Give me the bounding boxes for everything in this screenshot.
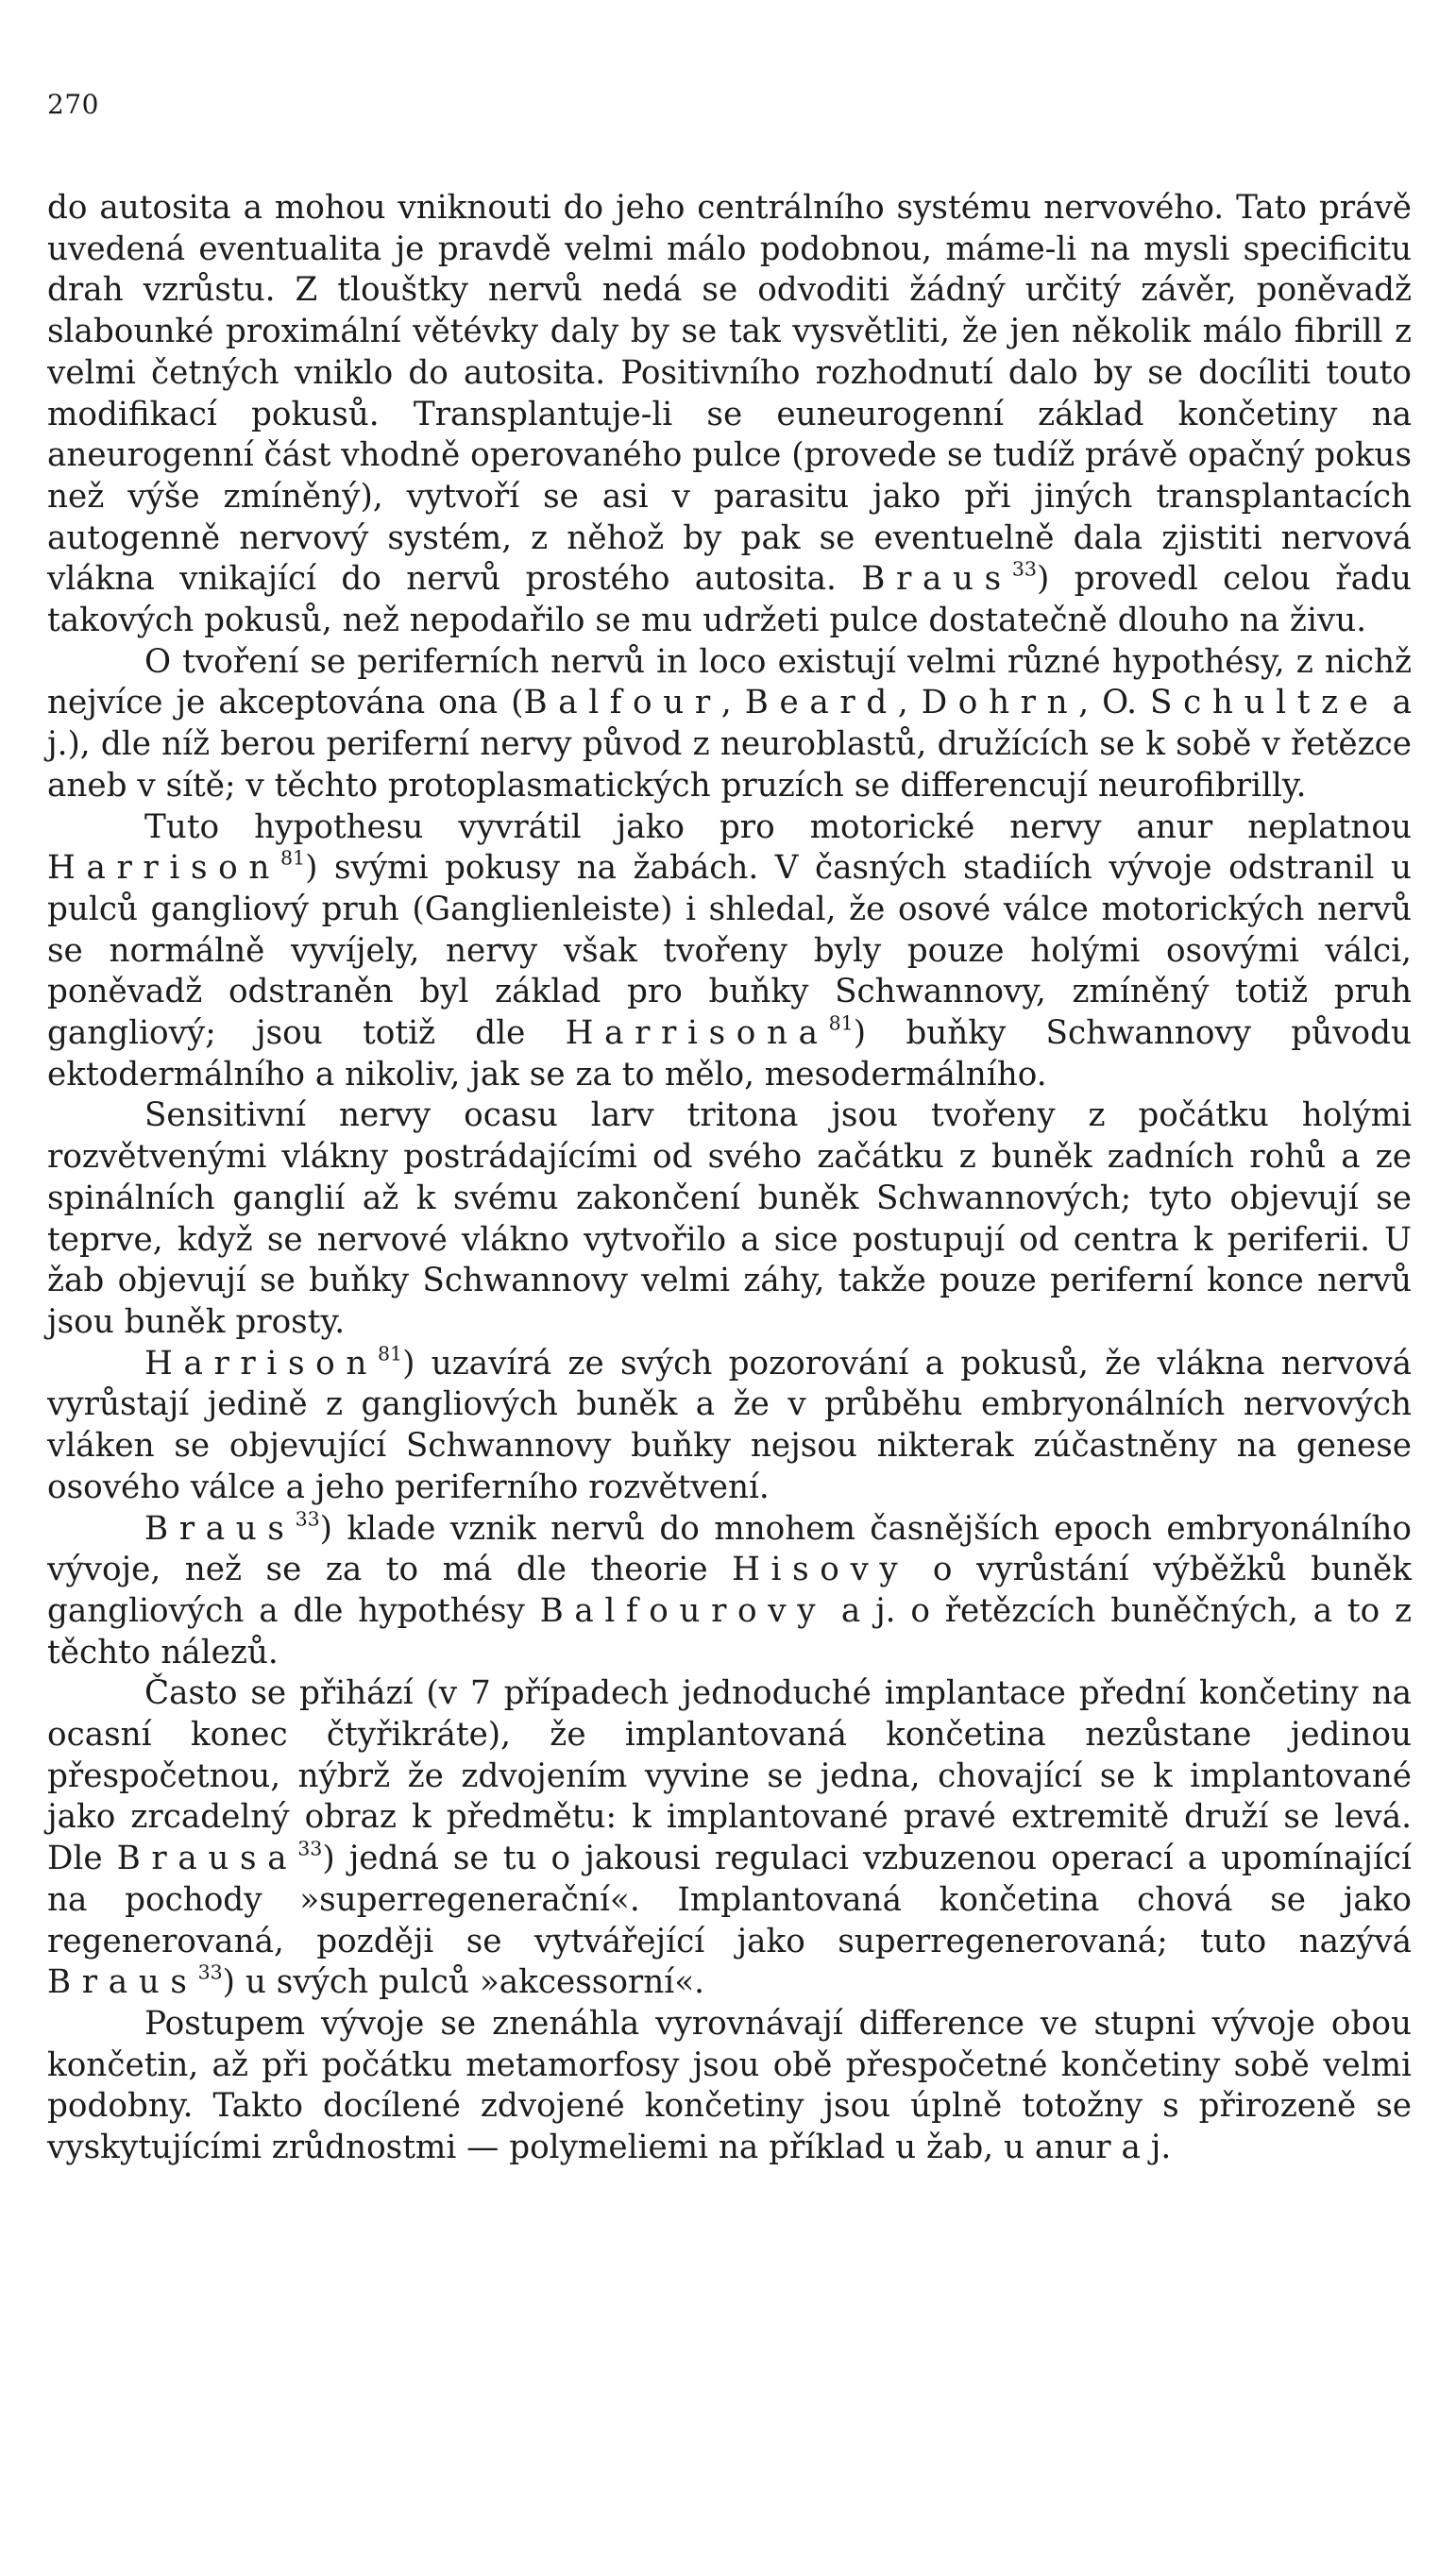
author-name: Harrisona <box>565 1014 829 1053</box>
text-run: , <box>720 684 745 722</box>
paragraph <box>47 642 1412 807</box>
text-run: ) u svých pulců »akcessorní«. <box>222 1963 704 2002</box>
text-run: a j.), dle níž berou periferní nervy původ z neuroblastů, družících se k sobě v řetězce aneb v sítě; v těchto protoplasmatických pruzích se differencují neurofibrilly. <box>47 684 1412 805</box>
author-name: Braus <box>144 1509 296 1548</box>
paragraph <box>47 1673 1412 2004</box>
author-name: Beard <box>744 684 898 722</box>
footnote-reference: 33 <box>197 1960 223 1984</box>
text-run: ) klade vznik nervů do mnohem časnějších epoch embryonálního vývoje, než se za to má dle theorie <box>47 1509 1412 1589</box>
paragraph <box>47 1344 1412 1509</box>
author-name: Harrison <box>47 849 280 888</box>
text-run: ) uzavírá ze svých pozorování a pokusů, že vlákna nervová vyrůstají jedině z gangliových buněk a že v průběhu embryonálních nervových vláken se objevující Schwannovy buňky nejsou nikterak zúčastněny na genese osového válce a jeho periferního rozvětvení. <box>47 1344 1412 1506</box>
author-name: Schultze <box>1150 684 1380 722</box>
text-run: ) provedl celou řadu takových pokusů, než nepodařilo se mu udržeti pulce dostatečně dlouho na živu. <box>47 560 1413 640</box>
book-page <box>47 90 1412 2169</box>
page-number: 270 <box>47 89 99 120</box>
author-name: Braus <box>861 560 1012 599</box>
text-run: , O. <box>1078 684 1151 722</box>
paragraph <box>47 1509 1412 1674</box>
text-run: Postupem vývoje se znenáhla vyrovnávají difference ve stupni vývoje obou končetin, až při počátku metamorfosy jsou obě přespočetné končetiny sobě velmi podobny. Takto docílené zdvojené končetiny jsou úplně totožny s přirozeně se vyskytujícími zrůdnostmi — polymeliemi na příklad u žab, u anur a j. <box>47 2004 1412 2167</box>
footnote-reference: 81 <box>280 846 306 870</box>
author-name: Balfour <box>523 684 721 722</box>
author-name: Hisovy <box>732 1551 909 1589</box>
text-run: Sensitivní nervy ocasu larv tritona jsou tvořeny z počátku holými rozvětvenými vlákny postrádajícími od svého začátku z buněk zadních rohů a ze spinálních ganglií až k svému zakončení buněk Schwannových; tyto objevují se teprve, když se nervové vlákno vytvořilo a sice postupují od centra k periferii. U žab objevují se buňky Schwannovy velmi záhy, takže pouze periferní konce nervů jsou buněk prosty. <box>47 1096 1412 1341</box>
text-run: do autosita a mohou vniknouti do jeho centrálního systému nervového. Tato právě uvedená eventualita je pravdě velmi málo podobnou, máme-li na mysli specificitu drah vzrůstu. Z tlouštky nervů nedá se odvoditi žádný určitý závěr, poněvadž slabounké proximální větévky daly by se tak vysvětliti, že jen několik málo fibrill z velmi četných vniklo do autosita. Positivního rozhodnutí dalo by se docíliti touto modifikací pokusů. Transplantuje-li se euneurogenní základ končetiny na aneurogenní část vhodně operovaného pulce (provede se tudíž právě opačný pokus než výše zmíněný), vytvoří se asi v parasitu jako při jiných transplantacích autogenně nervový systém, z něhož by pak se eventuelně dala zjistiti nervová vlákna vnikající do nervů prostého autosita. <box>47 189 1412 599</box>
text-run: Často se přihází (v 7 případech jednoduché implantace přední končetiny na ocasní konec čtyřikráte), že implantovaná končetina nezůstane jedinou přespočetnou, nýbrž že zdvojením vyvine se jedna, chovající se k implantované jako zrcadelný obraz k předmětu: k implantované pravé extremitě druží se levá. Dle <box>47 1674 1412 1878</box>
author-name: Harrison <box>144 1344 378 1383</box>
paragraph <box>47 1095 1412 1343</box>
text-run: Tuto hypothesu vyvrátil jako pro motorické nervy anur neplatnou <box>144 807 1412 846</box>
footnote-reference: 33 <box>295 1507 320 1531</box>
author-name: Brausa <box>116 1840 298 1878</box>
text-run: ) buňky Schwannovy původu ektodermálního a nikoliv, jak se za to mělo, mesodermálního. <box>47 1014 1412 1094</box>
text-run: , <box>897 684 922 722</box>
text-run: O tvoření se periferních nervů in loco existují velmi různé hypothésy, z nichž nejvíce je akceptována ona ( <box>47 642 1412 722</box>
text-run: a j. o řetězcích buněčných, a to z těchto nálezů. <box>47 1591 1412 1671</box>
author-name: Braus <box>47 1963 198 2002</box>
footnote-reference: 33 <box>1011 557 1037 581</box>
text-run: ) jedná se tu o jakousi regulaci vzbuzenou operací a upomínající na pochody »superregenerační«. Implantovaná končetina chová se jako regenerovaná, později se vytvářející jako superregenerovaná; tuto nazývá <box>47 1840 1412 1960</box>
footnote-reference: 33 <box>297 1837 323 1860</box>
body-text <box>47 188 1412 2169</box>
paragraph <box>47 188 1412 642</box>
text-run: o vyrůstání výběžků buněk gangliových a dle hypothésy <box>47 1551 1412 1630</box>
author-name: Balfourovy <box>539 1591 827 1630</box>
text-run: ) svými pokusy na žabách. V časných stadiích vývoje odstranil u pulců gangliový pruh (Ganglienleiste) i shledal, že osové válce motorických nervů se normálně vyvíjely, nervy však tvořeny byly pouze holými osovými válci, poněvadž odstraněn byl základ pro buňky Schwannovy, zmíněný totiž pruh gangliový; jsou totiž dle <box>47 849 1412 1053</box>
footnote-reference: 81 <box>828 1011 854 1035</box>
footnote-reference: 81 <box>378 1342 403 1366</box>
paragraph <box>47 2004 1412 2169</box>
paragraph <box>47 807 1412 1096</box>
author-name: Dohrn <box>921 684 1079 722</box>
